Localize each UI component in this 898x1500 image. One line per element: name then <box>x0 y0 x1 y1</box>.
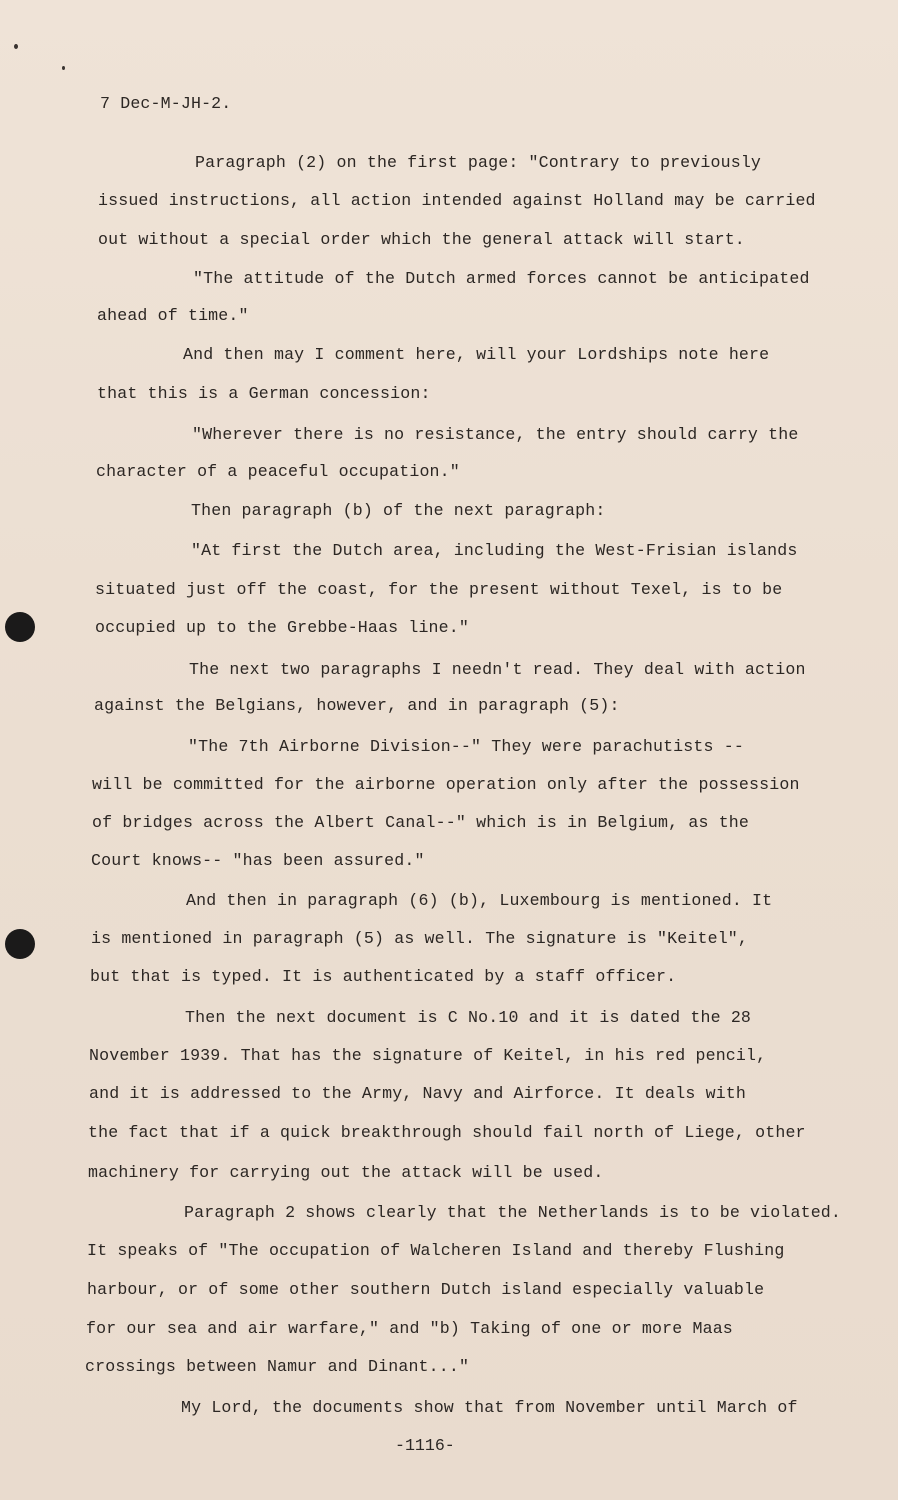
text-line: The next two paragraphs I needn't read. They deal with action <box>189 660 806 679</box>
text-line: Then the next document is C No.10 and it is dated the 28 <box>185 1008 752 1027</box>
text-line: that this is a German concession: <box>97 384 431 403</box>
text-line: Court knows-- "has been assured." <box>91 851 425 870</box>
text-line: Then paragraph (b) of the next paragraph: <box>191 501 606 520</box>
text-line: Paragraph (2) on the first page: "Contrary to previously <box>195 153 762 172</box>
text-line: occupied up to the Grebbe-Haas line." <box>95 618 469 637</box>
text-line: harbour, or of some other southern Dutch island especially valuable <box>87 1280 765 1299</box>
punch-hole <box>5 612 35 642</box>
text-line: November 1939. That has the signature of Keitel, in his red pencil, <box>89 1046 767 1065</box>
text-line: It speaks of "The occupation of Walcheren Island and thereby Flushing <box>87 1241 785 1260</box>
text-line: for our sea and air warfare," and "b) Taking of one or more Maas <box>86 1319 733 1338</box>
text-line: And then in paragraph (6) (b), Luxembourg is mentioned. It <box>186 891 773 910</box>
text-line: out without a special order which the general attack will start. <box>98 230 745 249</box>
ink-speck <box>62 66 65 70</box>
text-line: "At first the Dutch area, including the West-Frisian islands <box>191 541 798 560</box>
page-header: 7 Dec-M-JH-2. <box>100 94 232 113</box>
page-number: -1116- <box>395 1436 455 1455</box>
text-line: issued instructions, all action intended against Holland may be carried <box>98 191 816 210</box>
text-line: Paragraph 2 shows clearly that the Netherlands is to be violated. <box>184 1203 842 1222</box>
text-line: but that is typed. It is authenticated by a staff officer. <box>90 967 677 986</box>
text-line: situated just off the coast, for the present without Texel, is to be <box>95 580 783 599</box>
text-line: against the Belgians, however, and in paragraph (5): <box>94 696 620 715</box>
text-line: machinery for carrying out the attack will be used. <box>88 1163 604 1182</box>
text-line: character of a peaceful occupation." <box>96 462 460 481</box>
ink-speck <box>14 44 18 49</box>
punch-hole <box>5 929 35 959</box>
text-line: My Lord, the documents show that from November until March of <box>181 1398 798 1417</box>
text-line: is mentioned in paragraph (5) as well. The signature is "Keitel", <box>91 929 749 948</box>
text-line: ahead of time." <box>97 306 249 325</box>
text-line: "Wherever there is no resistance, the entry should carry the <box>192 425 799 444</box>
text-line: crossings between Namur and Dinant..." <box>85 1357 470 1376</box>
text-line: "The attitude of the Dutch armed forces cannot be anticipated <box>193 269 810 288</box>
text-line: "The 7th Airborne Division--" They were parachutists -- <box>188 737 744 756</box>
text-line: and it is addressed to the Army, Navy and Airforce. It deals with <box>89 1084 747 1103</box>
text-line: of bridges across the Albert Canal--" which is in Belgium, as the <box>92 813 750 832</box>
text-line: will be committed for the airborne operation only after the possession <box>92 775 800 794</box>
text-line: And then may I comment here, will your Lordships note here <box>183 345 770 364</box>
text-line: the fact that if a quick breakthrough should fail north of Liege, other <box>88 1123 806 1142</box>
